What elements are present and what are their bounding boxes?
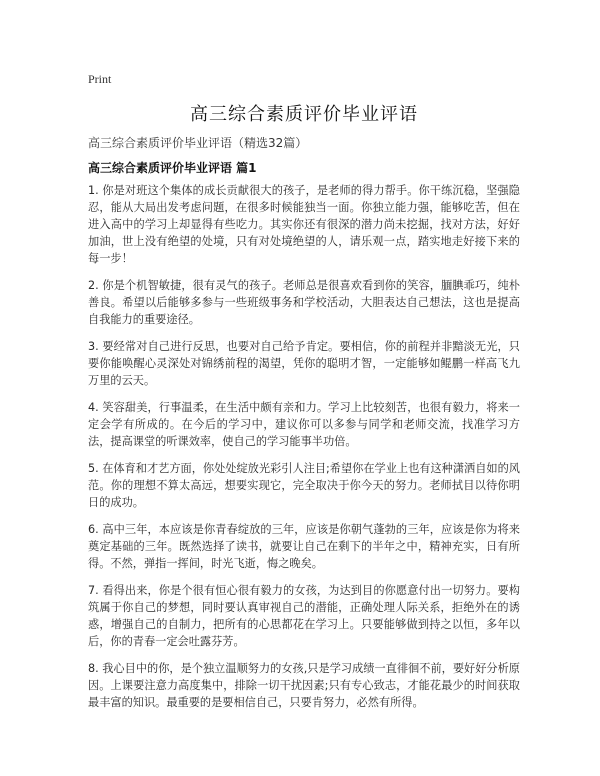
paragraph-4: 4. 笑容甜美，行事温柔，在生活中颇有亲和力。学习上比较刻苦，也很有毅力，将来一定会学有所成的。在今后的学习中，建议你可以多参与同学和老师交流，找准学习方法，提高课堂的听课效率，使自己的学习能事半功倍。 [88, 401, 520, 448]
paragraph-5: 5. 在体育和才艺方面，你处处绽放光彩引人注目;希望你在学业上也有这种潇洒自如的风范。你的理想不算太高远，想要实现它，完全取决于你今天的努力。老师拭目以待你明日的成功。 [88, 462, 520, 509]
paragraph-3: 3. 要经常对自己进行反思，也要对自己给予肯定。要相信，你的前程并非黯淡无光，只要你能唤醒心灵深处对锦绣前程的渴望，凭你的聪明才智，一定能够如鲲鹏一样高飞九万里的云天。 [88, 340, 520, 387]
paragraph-8: 8. 我心目中的你，是个独立温顺努力的女孩,只是学习成绩一直徘徊不前，要好好分析原因。上课要注意力高度集中，排除一切干扰因素;只有专心致志，才能花最少的时间获取最丰富的知识。最重要的是要相信自己，只要肯努力，必然有所得。 [88, 662, 520, 709]
document-subtitle: 高三综合素质评价毕业评语（精选32篇） [88, 136, 308, 150]
paragraph-list [88, 182, 520, 721]
paragraph-1: 1. 你是对班这个集体的成长贡献很大的孩子，是老师的得力帮手。你干练沉稳，坚强隐忍，能从大局出发考虑问题，在很多时候能独当一面。你独立能力强，能够吃苦，但在进入高中的学习上却显得有些吃力。其实你还有很深的潜力尚未挖掘，找对方法，好好加油，世上没有绝望的处境，只有对处境绝望的人，请乐观一点，踏实地走好接下来的每一步！ [88, 184, 520, 265]
print-link[interactable]: Print [88, 72, 112, 86]
page-title: 高三综合素质评价毕业评语 [190, 104, 418, 125]
paragraph-7: 7. 看得出来，你是个很有恒心很有毅力的女孩，为达到目的你愿意付出一切努力。要构筑属于你自己的梦想，同时要认真审视自己的潜能，正确处理人际关系，拒绝外在的诱惑，增强自己的自制力，把所有的心思都花在学习上。只要能够做到持之以恒，多年以后，你的青春一定会吐露芬芳。 [88, 584, 520, 648]
paragraph-2: 2. 你是个机智敏捷，很有灵气的孩子。老师总是很喜欢看到你的笑容，腼腆乖巧，纯朴善良。希望以后能够多参与一些班级事务和学校活动，大胆表达自己想法，这也是提高自我能力的重要途径。 [88, 279, 520, 326]
paragraph-6: 6. 高中三年，本应该是你青春绽放的三年，应该是你朝气蓬勃的三年，应该是你为将来奠定基础的三年。既然选择了读书，就要让自己在剩下的半年之中，精神充实，日有所得。不然，弹指一挥间，时光飞逝，悔之晚矣。 [88, 523, 520, 570]
section-heading: 高三综合素质评价毕业评语 篇1 [88, 161, 257, 175]
